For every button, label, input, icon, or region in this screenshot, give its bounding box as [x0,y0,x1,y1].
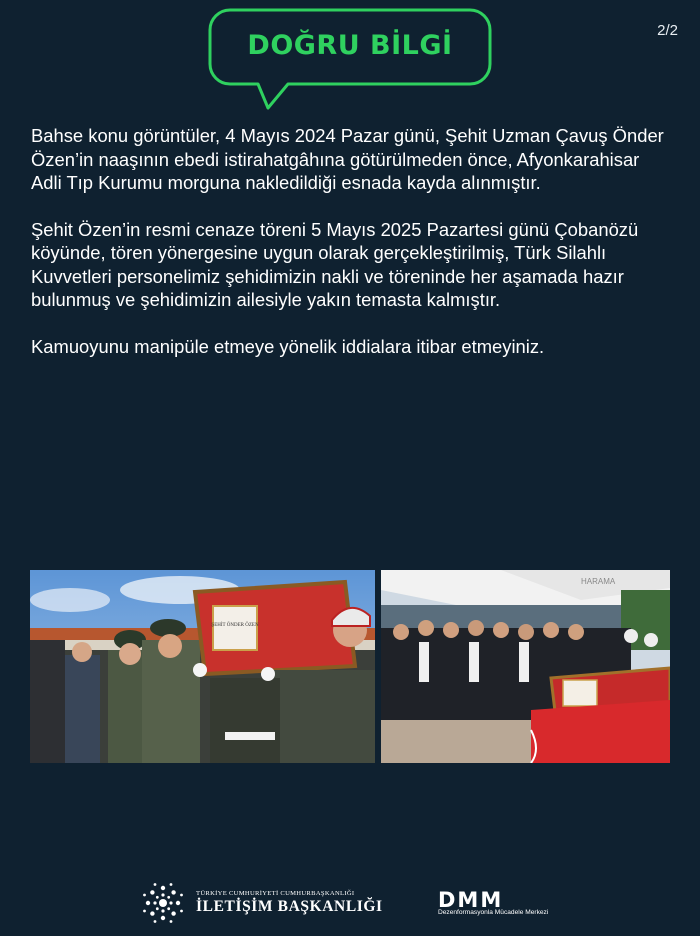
paragraph-3: Kamuoyunu manipüle etmeye yönelik iddialara itibar etmeyiniz. [31,335,545,357]
iletisim-title: İLETİŞİM BAŞKANLIĞI [196,898,383,915]
photo-coffin-carried [30,570,375,763]
paragraph-1: Bahse konu görüntüler, 4 Mayıs 2024 Pazar günü, Şehit Uzman Çavuş Önder Özen’in naaşının ebedi istirahatgâhına götürülmeden önce, Afyonkarahisar Adli Tıp Kurumu morguna nakledildiği esnada kayda alınmıştır. [31,125,664,193]
dmm-subtitle: Dezenformasyonla Mücadele Merkezi [438,909,549,916]
page-counter: 2/2 [657,22,678,39]
verified-badge [208,8,492,112]
dmm-wordmark: DMM [438,888,504,912]
tent-banner-text: HARAMA [581,577,616,586]
coffin-plaque-label: ŞEHİT ÖNDER ÖZEN [211,623,259,628]
iletisim-logo [140,880,383,928]
badge-title: DOĞRU BİLGİ [247,30,453,61]
paragraph-2: Şehit Özen’in resmi cenaze töreni 5 Mayıs 2025 Pazartesi günü Çobanözü köyünde, tören yönergesine uygun olarak gerçekleştirilmiş, Türk Silahlı Kuvvetleri personelimiz şehidimizin nakli ve töreninde her aşamada hazır bulunmuş ve şehidimizin ailesiyle yakın temasta kalmıştır. [31,218,639,310]
star-emblem-icon [140,880,186,926]
dmm-logo [438,888,578,924]
photo-funeral-ceremony [381,570,670,763]
body-text [31,124,671,381]
iletisim-subtitle: TÜRKİYE CUMHURİYETİ CUMHURBAŞKANLIĞI [196,890,355,897]
